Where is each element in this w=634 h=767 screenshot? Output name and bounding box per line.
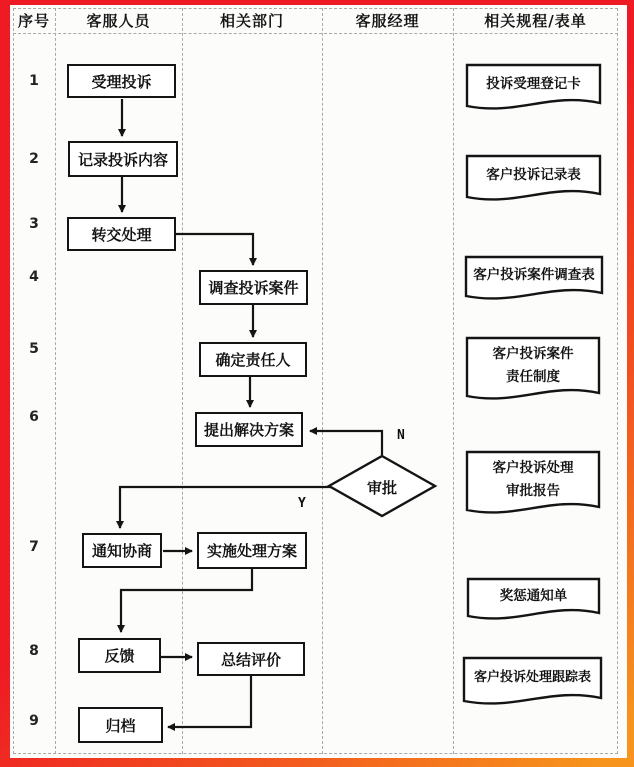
document-text-line1: 客户投诉处理 (492, 460, 574, 477)
document-label-tracking-form (464, 658, 601, 698)
column-header-serial: 序号 (17, 12, 50, 30)
document-text: 奖惩通知单 (499, 587, 568, 604)
step-summarize-evaluate: 总结评价 (197, 642, 305, 676)
decision-approval-label: 审批 (366, 479, 397, 497)
document-label-responsibility-system (467, 338, 599, 393)
column-header-cs-staff: 客服人员 (86, 12, 151, 30)
document-label-reward-notice (468, 579, 599, 613)
connector-implement-to-feedback (121, 569, 252, 632)
row-number-2: 2 (29, 151, 39, 167)
row-number-7: 7 (29, 539, 39, 555)
document-label-investigation-form (466, 257, 602, 293)
document-text: 投诉受理登记卡 (486, 75, 581, 92)
column-header-cs-manager: 客服经理 (355, 12, 420, 30)
document-text: 客户投诉处理跟踪表 (473, 670, 591, 686)
document-text-line1: 客户投诉案件 (492, 346, 574, 363)
column-header-departments: 相关部门 (219, 12, 284, 30)
branch-label-no: N (397, 428, 405, 443)
row-number-4: 4 (29, 269, 39, 285)
row-number-5: 5 (29, 341, 39, 357)
step-propose-solution: 提出解决方案 (195, 412, 303, 447)
step-implement-plan: 实施处理方案 (197, 532, 307, 569)
step-notify-negotiate: 通知协商 (82, 533, 162, 568)
step-investigate-case: 调查投诉案件 (199, 270, 308, 305)
connector-decision-no-to-propose (310, 431, 382, 455)
step-determine-responsible: 确定责任人 (199, 342, 307, 377)
document-text-line2: 审批报告 (506, 482, 560, 499)
step-transfer-handling: 转交处理 (67, 217, 176, 251)
row-number-1: 1 (29, 73, 39, 89)
document-text-line2: 责任制度 (506, 368, 560, 385)
step-feedback: 反馈 (78, 638, 161, 673)
row-number-3: 3 (29, 216, 39, 232)
step-archive: 归档 (78, 707, 163, 743)
row-number-9: 9 (29, 713, 39, 729)
branch-label-yes: Y (298, 496, 306, 511)
document-text: 客户投诉记录表 (486, 166, 581, 183)
column-header-forms: 相关规程/表单 (484, 12, 587, 30)
row-number-6: 6 (29, 409, 39, 425)
step-record-complaint: 记录投诉内容 (68, 141, 178, 177)
document-label-approval-report (467, 452, 599, 507)
row-number-8: 8 (29, 643, 39, 659)
connector-summarize-to-archive (168, 676, 251, 727)
document-label-registration-card (467, 65, 600, 103)
step-accept-complaint: 受理投诉 (67, 64, 176, 98)
document-label-record-form (467, 156, 600, 194)
connector-transfer-to-investigate (176, 234, 253, 265)
document-text: 客户投诉案件调查表 (473, 266, 595, 283)
